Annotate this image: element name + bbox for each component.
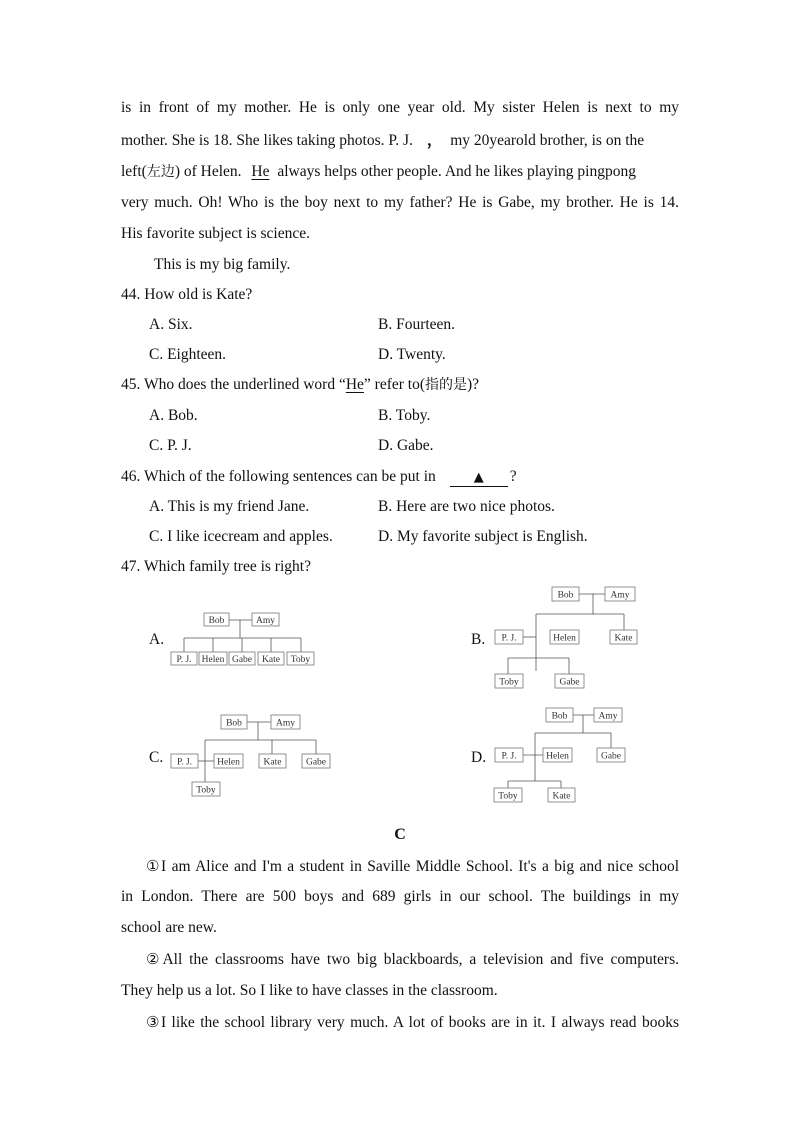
question-46-option-b: B. Here are two nice photos. bbox=[378, 498, 555, 515]
paragraph-line: ②All the classrooms have two big blackboards, a television and five computers. bbox=[146, 950, 679, 968]
svg-text:P. J.: P. J. bbox=[176, 655, 192, 665]
svg-text:Toby: Toby bbox=[499, 677, 519, 688]
svg-text:Helen: Helen bbox=[546, 751, 569, 762]
question-45-option-a: A. Bob. bbox=[149, 407, 198, 424]
tree-node bbox=[199, 652, 227, 665]
svg-text:Helen: Helen bbox=[201, 655, 225, 665]
tree-node bbox=[610, 630, 637, 644]
passage-line: mother. She is 18. She likes taking photos. P. J. ， my 20yearold brother, is on the bbox=[121, 131, 645, 149]
family-tree-b bbox=[490, 584, 650, 690]
question-44-stem: 44. How old is Kate? bbox=[121, 286, 253, 303]
tree-node bbox=[495, 674, 523, 688]
question-46-option-a: A. This is my friend Jane. bbox=[149, 498, 310, 515]
svg-text:Amy: Amy bbox=[610, 590, 630, 601]
tree-node bbox=[495, 748, 523, 762]
svg-text:Gabe: Gabe bbox=[600, 751, 622, 762]
passage-line: This is my big family. bbox=[154, 256, 291, 273]
svg-text:Gabe: Gabe bbox=[231, 655, 253, 665]
tree-node bbox=[214, 754, 243, 768]
question-45-option-c: C. P. J. bbox=[149, 437, 192, 454]
family-tree-c bbox=[165, 712, 340, 802]
question-44-option-c: C. Eighteen. bbox=[149, 346, 227, 363]
svg-text:Bob: Bob bbox=[208, 616, 225, 626]
question-45-option-d: D. Gabe. bbox=[378, 437, 434, 454]
question-45-stem: 45. Who does the underlined word “He” refer to(指的是)? bbox=[121, 376, 480, 393]
tree-node bbox=[204, 613, 229, 626]
tree-node bbox=[555, 674, 584, 688]
tree-node bbox=[548, 788, 575, 802]
tree-node bbox=[258, 652, 284, 665]
paragraph-line: in London. There are 500 boys and 689 girls in our school. The buildings in my bbox=[121, 888, 679, 905]
svg-text:Kate: Kate bbox=[552, 791, 571, 802]
question-46-option-c: C. I like icecream and apples. bbox=[149, 528, 333, 545]
svg-text:Gabe: Gabe bbox=[305, 757, 327, 768]
passage-line: very much. Oh! Who is the boy next to my father? He is Gabe, my brother. He is 14. bbox=[121, 194, 679, 211]
tree-node bbox=[552, 587, 579, 601]
section-heading: C bbox=[394, 826, 406, 843]
svg-text:P. J.: P. J. bbox=[501, 633, 517, 644]
svg-text:Toby: Toby bbox=[498, 791, 518, 802]
tree-node bbox=[594, 708, 622, 722]
tree-node bbox=[171, 652, 197, 665]
passage-line: left(左边) of Helen. He always helps other people. And he likes playing pingpong bbox=[121, 163, 636, 180]
svg-text:Toby: Toby bbox=[290, 655, 311, 665]
svg-text:Kate: Kate bbox=[614, 633, 633, 644]
question-46-stem: 46. Which of the following sentences can be put in ▲ ? bbox=[121, 468, 517, 485]
question-45-option-b: B. Toby. bbox=[378, 407, 431, 424]
svg-text:Bob: Bob bbox=[557, 590, 574, 601]
tree-node bbox=[543, 748, 572, 762]
question-44-option-b: B. Fourteen. bbox=[378, 316, 456, 333]
tree-node bbox=[494, 788, 522, 802]
paragraph-line: They help us a lot. So I like to have classes in the classroom. bbox=[121, 982, 498, 999]
underlined-he: He bbox=[251, 163, 270, 180]
svg-text:Kate: Kate bbox=[262, 655, 280, 665]
tree-node bbox=[302, 754, 330, 768]
paragraph-line: ③I like the school library very much. A lot of books are in it. I always read books bbox=[146, 1013, 679, 1031]
tree-node bbox=[259, 754, 286, 768]
svg-text:Amy: Amy bbox=[276, 718, 295, 729]
tree-node bbox=[252, 613, 279, 626]
svg-text:Bob: Bob bbox=[226, 718, 242, 729]
svg-text:Toby: Toby bbox=[196, 785, 216, 796]
question-44-option-a: A. Six. bbox=[149, 316, 193, 333]
tree-node bbox=[271, 715, 300, 729]
svg-text:P. J.: P. J. bbox=[501, 751, 517, 762]
family-tree-d bbox=[490, 705, 640, 805]
tree-d-label: D. bbox=[471, 749, 487, 766]
paragraph-line: ①I am Alice and I'm a student in Saville Middle School. It's a big and nice school bbox=[146, 857, 679, 875]
passage-line: is in front of my mother. He is only one year old. My sister Helen is next to my bbox=[121, 99, 679, 116]
paragraph-line: school are new. bbox=[121, 919, 217, 936]
svg-text:Helen: Helen bbox=[553, 633, 576, 644]
tree-node bbox=[495, 630, 523, 644]
tree-c-label: C. bbox=[149, 749, 164, 766]
triangle-icon: ▲ bbox=[473, 470, 484, 485]
passage-line: His favorite subject is science. bbox=[121, 225, 310, 242]
tree-node bbox=[605, 587, 635, 601]
svg-text:P. J.: P. J. bbox=[176, 757, 193, 768]
svg-text:Bob: Bob bbox=[551, 711, 568, 722]
tree-node bbox=[546, 708, 573, 722]
family-tree-a bbox=[165, 605, 325, 670]
tree-node bbox=[229, 652, 255, 665]
tree-node bbox=[192, 782, 220, 796]
tree-node bbox=[597, 748, 625, 762]
question-47-stem: 47. Which family tree is right? bbox=[121, 558, 311, 575]
tree-node bbox=[221, 715, 247, 729]
tree-b-label: B. bbox=[471, 631, 486, 648]
svg-text:Amy: Amy bbox=[598, 711, 618, 722]
tree-node bbox=[287, 652, 314, 665]
tree-node bbox=[171, 754, 198, 768]
answer-blank bbox=[450, 468, 508, 487]
svg-text:Amy: Amy bbox=[256, 616, 275, 626]
svg-text:Gabe: Gabe bbox=[559, 677, 580, 688]
svg-text:Kate: Kate bbox=[263, 757, 282, 768]
question-46-option-d: D. My favorite subject is English. bbox=[378, 528, 588, 545]
question-44-option-d: D. Twenty. bbox=[378, 346, 446, 363]
tree-a-label: A. bbox=[149, 631, 165, 648]
tree-node bbox=[550, 630, 579, 644]
svg-text:Helen: Helen bbox=[217, 757, 240, 768]
